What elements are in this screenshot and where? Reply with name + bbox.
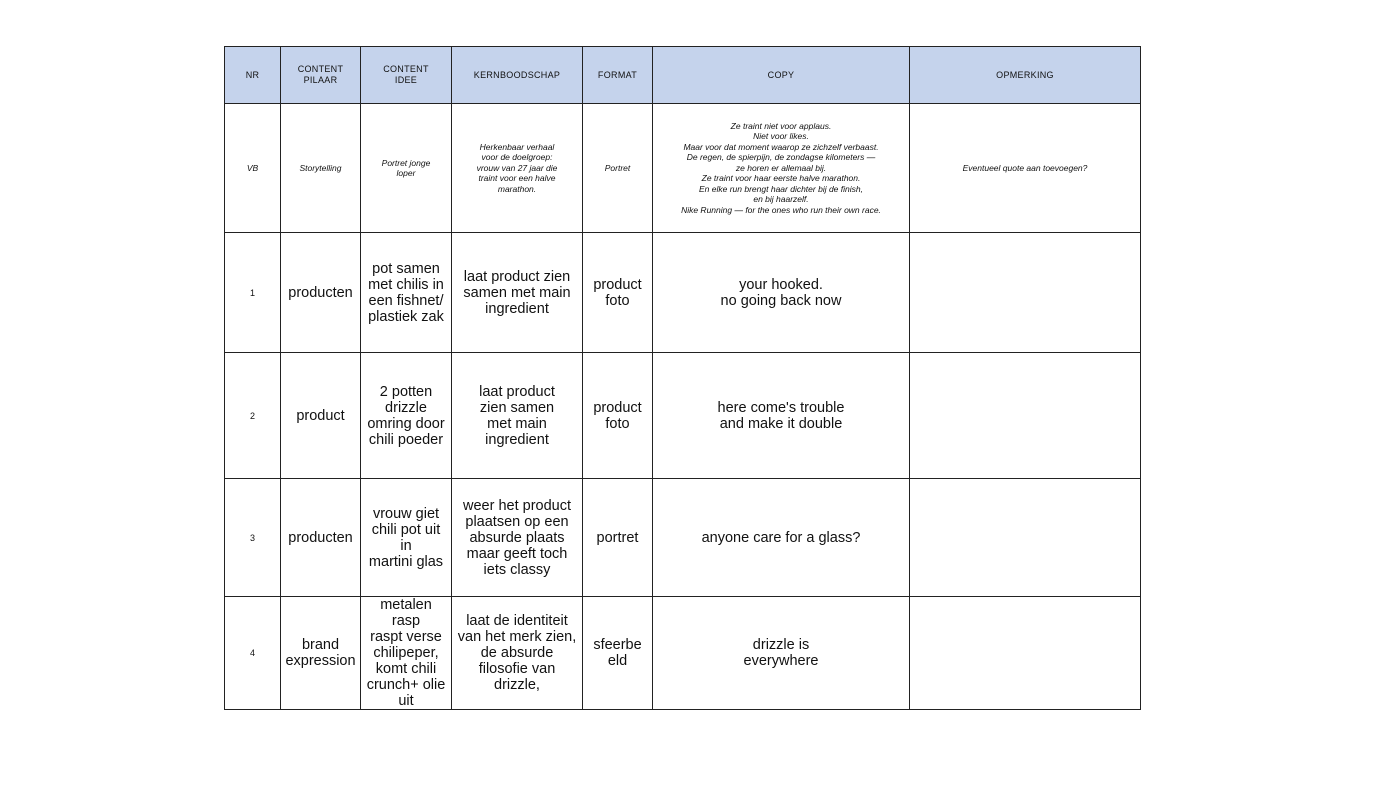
cell-pillar[interactable]: brand expression: [281, 597, 361, 710]
cell-nr[interactable]: 3: [225, 479, 281, 597]
cell-copy[interactable]: here come's trouble and make it double: [653, 353, 910, 479]
cell-format[interactable]: Portret: [583, 104, 653, 233]
cell-message[interactable]: laat de identiteit van het merk zien, de absurde filosofie van drizzle,: [452, 597, 583, 710]
cell-nr[interactable]: 1: [225, 233, 281, 353]
cell-remark[interactable]: Eventueel quote aan toevoegen?: [910, 104, 1141, 233]
header-core-message: KERNBOODSCHAP: [452, 47, 583, 104]
cell-remark[interactable]: [910, 479, 1141, 597]
cell-pillar[interactable]: product: [281, 353, 361, 479]
cell-message[interactable]: laat product zien samen met main ingredient: [452, 353, 583, 479]
table-row-example: [225, 104, 1141, 233]
header-remark: OPMERKING: [910, 47, 1141, 104]
cell-pillar[interactable]: producten: [281, 233, 361, 353]
cell-remark[interactable]: [910, 353, 1141, 479]
cell-copy[interactable]: drizzle is everywhere: [653, 597, 910, 710]
cell-idea[interactable]: vrouw giet chili pot uit in martini glas: [361, 479, 452, 597]
cell-copy[interactable]: Ze traint niet voor applaus. Niet voor likes. Maar voor dat moment waarop ze zichzelf verbaast. De regen, de spierpijn, de zondagse kilometers — ze horen er allemaal bij. Ze traint voor haar eerste halve marathon. En elke run brengt haar dichter bij de finish, en bij haarzelf. Nike Running — for the ones who run their own race.: [653, 104, 910, 233]
cell-copy[interactable]: anyone care for a glass?: [653, 479, 910, 597]
cell-message[interactable]: laat product zien samen met main ingredient: [452, 233, 583, 353]
cell-format[interactable]: portret: [583, 479, 653, 597]
content-plan-table: [224, 46, 1141, 710]
header-nr: NR: [225, 47, 281, 104]
cell-nr[interactable]: 2: [225, 353, 281, 479]
header-content-idea: CONTENT IDEE: [361, 47, 452, 104]
cell-pillar[interactable]: producten: [281, 479, 361, 597]
cell-format[interactable]: product foto: [583, 233, 653, 353]
header-format: FORMAT: [583, 47, 653, 104]
header-copy: COPY: [653, 47, 910, 104]
cell-pillar[interactable]: Storytelling: [281, 104, 361, 233]
cell-idea[interactable]: pot samen met chilis in een fishnet/ plastiek zak: [361, 233, 452, 353]
table-row: [225, 233, 1141, 353]
cell-nr[interactable]: 4: [225, 597, 281, 710]
cell-remark[interactable]: [910, 597, 1141, 710]
table-row: [225, 353, 1141, 479]
cell-idea[interactable]: Portret jonge loper: [361, 104, 452, 233]
cell-idea[interactable]: metalen rasp raspt verse chilipeper, komt chili crunch+ olie uit: [361, 597, 452, 710]
cell-message[interactable]: weer het product plaatsen op een absurde plaats maar geeft toch iets classy: [452, 479, 583, 597]
header-content-pillar: CONTENT PILAAR: [281, 47, 361, 104]
cell-copy[interactable]: your hooked. no going back now: [653, 233, 910, 353]
table-row: [225, 479, 1141, 597]
cell-format[interactable]: sfeerbe eld: [583, 597, 653, 710]
cell-message[interactable]: Herkenbaar verhaal voor de doelgroep: vrouw van 27 jaar die traint voor een halve marathon.: [452, 104, 583, 233]
cell-format[interactable]: product foto: [583, 353, 653, 479]
cell-nr[interactable]: VB: [225, 104, 281, 233]
table-row: [225, 597, 1141, 710]
header-row: [225, 47, 1141, 104]
cell-remark[interactable]: [910, 233, 1141, 353]
cell-idea[interactable]: 2 potten drizzle omring door chili poeder: [361, 353, 452, 479]
